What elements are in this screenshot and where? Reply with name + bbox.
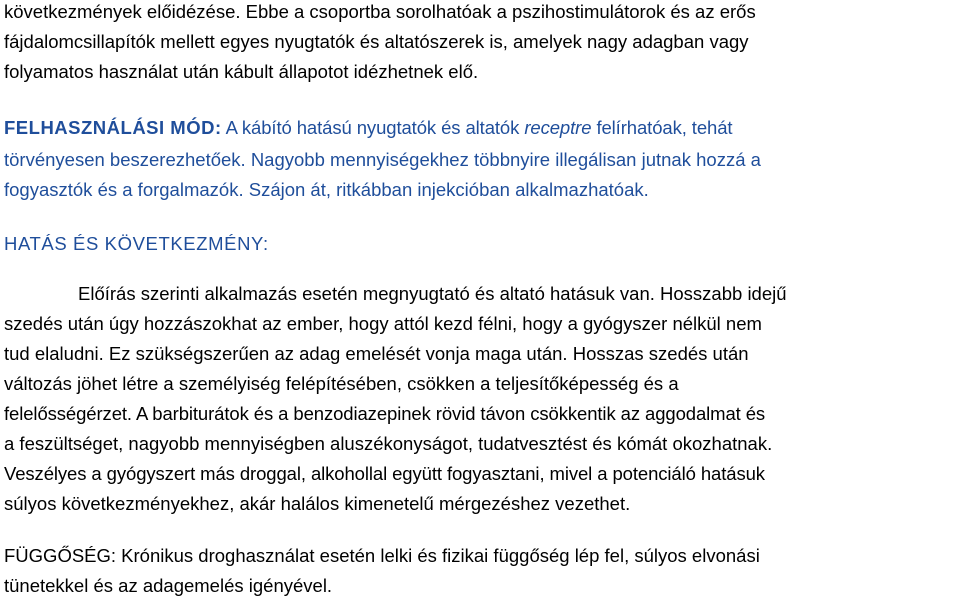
dependence-heading: FÜGGŐSÉG:: [4, 545, 117, 566]
usage-text-a: A kábító hatású nyugtatók és altatók: [221, 117, 525, 138]
effects-line-4: változás jöhet létre a személyiség felépítésében, csökken a teljesítőképesség és a: [4, 373, 679, 394]
usage-text-b: felírhatóak, tehát: [591, 117, 733, 138]
dependence-line-1: [4, 545, 760, 567]
effects-line-1: Előírás szerinti alkalmazás esetén megnyugtató és altató hatásuk van. Hosszabb idejű: [78, 283, 787, 304]
paragraph-1-line-2: fájdalomcsillapítók mellett egyes nyugtatók és altatószerek is, amelyek nagy adagban vagy: [4, 31, 749, 52]
usage-paragraph-line-2: törvényesen beszerezhetőek. Nagyobb mennyiségekhez többnyire illegálisan jutnak hozzá a: [4, 149, 761, 170]
effects-line-3: tud elaludni. Ez szükségszerűen az adag emelését vonja maga után. Hosszas szedés után: [4, 343, 749, 364]
effects-line-6: a feszültséget, nagyobb mennyiségben aluszékonyságot, tudatvesztést és kómát okozhatnak.: [4, 433, 773, 454]
dependence-line-2: tünetekkel és az adagemelés igényével.: [4, 575, 333, 596]
dependence-text: Krónikus droghasználat esetén lelki és fizikai függőség lép fel, súlyos elvonási: [116, 545, 760, 566]
effects-line-2: szedés után úgy hozzászokhat az ember, hogy attól kezd félni, hogy a gyógyszer nélkül nem: [4, 313, 762, 334]
usage-paragraph-line-1: [4, 117, 732, 139]
usage-paragraph-line-3: fogyasztók és a forgalmazók. Szájon át, ritkábban injekcióban alkalmazhatóak.: [4, 179, 649, 200]
effects-line-8: súlyos következményekhez, akár halálos kimenetelű mérgezéshez vezethet.: [4, 493, 631, 514]
effects-line-5: felelősségérzet. A barbiturátok és a benzodiazepinek rövid távon csökkentik az aggodalmat és: [4, 403, 766, 424]
usage-text-italic: receptre: [524, 117, 592, 138]
paragraph-1-line-3: folyamatos használat után kábult állapotot idézhetnek elő.: [4, 61, 479, 82]
effects-heading: HATÁS ÉS KÖVETKEZMÉNY:: [4, 233, 269, 254]
paragraph-1-line-1: következmények előidézése. Ebbe a csoportba sorolhatóak a pszihostimulátorok és az erős: [4, 1, 756, 22]
effects-line-7: Veszélyes a gyógyszert más droggal, alkohollal együtt fogyasztani, mivel a potenciáló hatásuk: [4, 463, 765, 484]
usage-heading: FELHASZNÁLÁSI MÓD:: [4, 117, 222, 138]
